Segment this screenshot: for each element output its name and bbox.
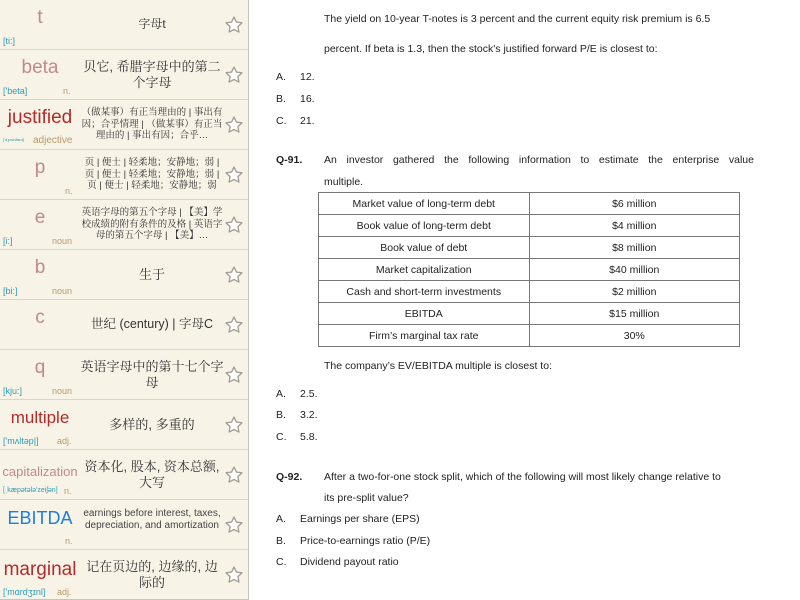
entry-definition: 英语字母的第五个字母 | 【美】学校成绩的附有条件的及格 | 英语字母的第五个字母 | 【美】… [81,207,223,242]
table-value: 30% [529,325,740,347]
table-row [319,259,740,281]
table-label: Book value of long-term debt [319,215,530,237]
q91-option-text: 5.8. [300,431,318,443]
q91-option-text: 2.5. [300,388,318,400]
vocab-entry-q[interactable] [0,350,248,400]
q91-label: Q-91. [276,154,303,166]
entry-definition: 资本化, 股本, 资本总额, 大写 [84,458,220,490]
entry-phonetic: ['dʒʌstɪfaɪd] [3,137,24,142]
q91-option-letter: B. [276,409,286,421]
q92-option-text: Dividend payout ratio [300,556,399,568]
entry-word: t [37,7,43,28]
vocab-entry-p[interactable] [0,150,248,200]
q91-prompt: The company’s EV/EBITDA multiple is closest to: [324,360,552,372]
q90-text-line2: percent. If beta is 1.3, then the stock's justified forward P/E is closest to: [324,43,658,55]
q91-option-letter: C. [276,431,287,443]
vocab-entry-marginal[interactable] [0,550,248,600]
entry-definition: 贝它, 希腊字母中的第二个字母 [83,58,221,90]
q92-option-letter: B. [276,535,286,547]
document-page [270,0,790,600]
star-icon[interactable] [224,265,244,285]
entry-definition: earnings before interest, taxes, depreciation, and amortization [83,507,221,531]
table-label: Firm’s marginal tax rate [319,325,530,347]
table-label: Market capitalization [319,259,530,281]
entry-phonetic: [bi:] [3,286,18,296]
vocab-entry-b[interactable] [0,250,248,300]
q91-option-text: 3.2. [300,409,318,421]
star-icon[interactable] [224,565,244,585]
q91-data-table [318,192,740,347]
entry-pos: n. [65,186,73,196]
entry-word: p [34,157,46,178]
table-label: Book value of debt [319,237,530,259]
vocab-entry-t[interactable] [0,0,248,50]
star-icon[interactable] [224,15,244,35]
table-label: EBITDA [319,303,530,325]
star-icon[interactable] [224,315,244,335]
entry-word: beta [21,57,59,78]
q92-option-text: Earnings per share (EPS) [300,513,420,525]
q90-option-letter: B. [276,93,286,105]
entry-word: c [35,307,45,328]
entry-word: q [34,357,46,378]
table-row [319,325,740,347]
entry-pos: noun [52,286,73,296]
q92-option-text: Price-to-earnings ratio (P/E) [300,535,431,547]
entry-word: justified [7,107,73,128]
star-icon[interactable] [224,65,244,85]
entry-pos: n. [65,536,73,546]
entry-phonetic: ['beta] [3,86,28,96]
table-value: $6 million [529,193,740,215]
entry-phonetic: [kju:] [3,386,23,396]
entry-pos: adjective [33,135,73,146]
vocab-entry-capitalization[interactable] [0,450,248,500]
entry-pos: noun [52,386,73,396]
q92-label: Q-92. [276,471,303,483]
star-icon[interactable] [224,415,244,435]
entry-phonetic: ['mʌltəp|] [3,436,39,446]
q90-option-text: 21. [300,115,315,127]
q92-option-letter: A. [276,513,286,525]
entry-definition: 生于 [138,267,165,282]
entry-phonetic: [ti:] [3,36,16,46]
vocab-entry-ebitda[interactable] [0,500,248,550]
vocab-entry-e[interactable] [0,200,248,250]
star-icon[interactable] [224,365,244,385]
star-icon[interactable] [224,165,244,185]
q92-text-line2: its pre-split value? [324,492,409,504]
star-icon[interactable] [224,215,244,235]
entry-word: b [34,257,46,278]
entry-word: capitalization [2,464,78,479]
q90-text-line1: The yield on 10-year T-notes is 3 percent and the current equity risk premium is 6.5 [324,13,711,25]
entry-pos: n. [64,486,72,496]
entry-definition: 英语字母中的第十七个字母 [80,358,224,390]
entry-phonetic: ['mɑrdʒɪnl] [3,587,46,597]
table-row [319,193,740,215]
q90-option-letter: C. [276,115,287,127]
table-label: Cash and short-term investments [319,281,530,303]
table-row [319,215,740,237]
star-icon[interactable] [224,515,244,535]
entry-pos: n. [63,86,71,96]
entry-phonetic: [ˌkæpətələ'zeiʃən] [3,487,58,494]
entry-definition: 页 | 便士 | 轻柔地；安静地；弱 | 页 | 便士 | 轻柔地；安静地；弱 | 页 | 便士 | 轻柔地；安静地；弱 [84,157,220,192]
q90-option-letter: A. [276,71,286,83]
vocabulary-list [0,0,249,600]
entry-definition: 字母t [138,17,166,31]
table-row [319,281,740,303]
entry-word: e [34,207,46,228]
table-row [319,303,740,325]
entry-word: marginal [3,559,77,580]
q90-option-text: 16. [300,93,315,105]
star-icon[interactable] [224,115,244,135]
vocab-entry-justified[interactable] [0,100,248,150]
table-label: Market value of long-term debt [319,193,530,215]
q91-option-letter: A. [276,388,286,400]
entry-definition: 多样的, 多重的 [109,417,195,432]
entry-word: multiple [10,408,70,427]
table-value: $8 million [529,237,740,259]
entry-definition: 世纪 (century) | 字母C [90,317,213,331]
table-value: $15 million [529,303,740,325]
entry-pos: adj. [57,436,72,446]
table-row [319,237,740,259]
vocab-entry-multiple[interactable] [0,400,248,450]
q92-option-letter: C. [276,556,287,568]
q91-text-line2: multiple. [324,176,364,188]
entry-word: EBITDA [7,508,73,528]
table-value: $40 million [529,259,740,281]
q90-option-text: 12. [300,71,315,83]
table-value: $4 million [529,215,740,237]
table-value: $2 million [529,281,740,303]
vocab-entry-beta[interactable] [0,50,248,100]
vocab-entry-c[interactable] [0,300,248,350]
entry-pos: adj. [57,587,72,597]
entry-phonetic: [i:] [3,236,13,246]
q91-text-line1: An investor gathered the following information to estimate the enterprise value [324,154,754,166]
entry-definition: 记在页边的, 边缘的, 边际的 [86,559,218,590]
star-icon[interactable] [224,465,244,485]
entry-pos: noun [52,236,73,246]
entry-definition: （做某事）有正当理由的 | 事出有因；合乎情理 | （做某事）有正当理由的 | 事出有因；合乎… [81,107,223,142]
q92-text-line1: After a two-for-one stock split, which of the following will most likely change relative to [324,471,721,483]
